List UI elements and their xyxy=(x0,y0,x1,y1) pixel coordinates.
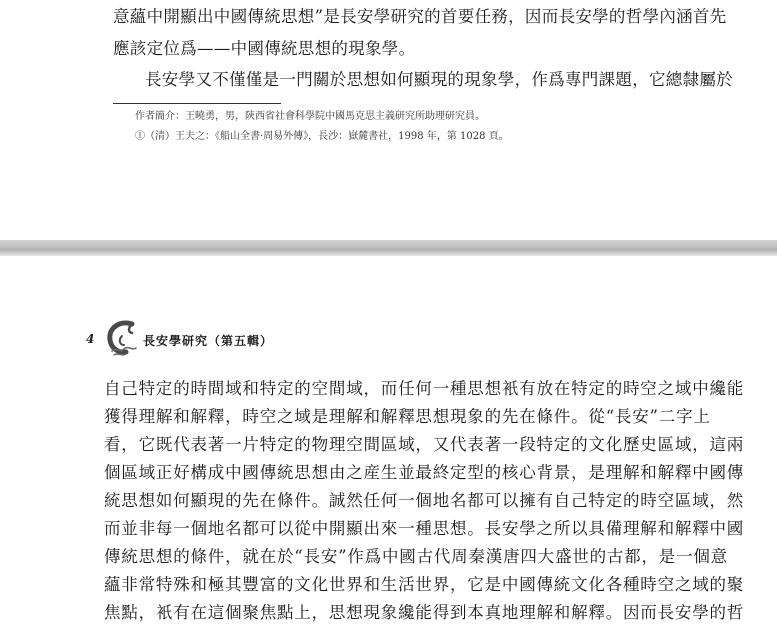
document-page-top xyxy=(0,0,777,240)
body-text-line: 個區域正好構成中國傳統思想由之産生並最終定型的核心背景，是理解和解釋中國傳 xyxy=(104,463,745,482)
body-text-line: 焦點，衹有在這個聚焦點上，思想現象纔能得到本真地理解和解釋。因而長安學的哲 xyxy=(104,603,745,622)
footnote-author-note: 作者簡介：王曉勇，男，陝西省社會科學院中國馬克思主義研究所助理研究員。 xyxy=(135,111,485,122)
body-text-line: 長安學又不僅僅是一門關於思想如何顯現的現象學，作爲專門課題，它總隸屬於 xyxy=(145,70,733,89)
journal-logo-icon xyxy=(102,318,146,358)
body-text-line: 而並非每一個地名都可以從中開顯出來一種思想。長安學之所以具備理解和解釋中國 xyxy=(104,519,745,538)
running-head xyxy=(80,318,380,358)
journal-title: 長安學研究（第五輯） xyxy=(143,334,274,348)
body-text-line: 獲得理解和解釋，時空之域是理解和解釋思想現象的先在條件。從“長安”二字上 xyxy=(104,407,711,426)
body-text-line: 自己特定的時間域和特定的空間域，而任何一種思想衹有放在特定的時空之域中纔能 xyxy=(104,379,745,398)
footnote-citation: ①（清）王夫之：《船山全書·周易外傳》，長沙：嶽麓書社，1998 年，第 1028 頁。 xyxy=(135,131,509,142)
body-text-line: 統思想如何顯現的先在條件。誠然任何一個地名都可以擁有自己特定的時空區域，然 xyxy=(104,491,745,510)
page-number: 4 xyxy=(86,332,95,346)
document-page-bottom xyxy=(0,256,777,629)
body-text-line: 應該定位爲——中國傳統思想的現象學。 xyxy=(113,39,416,58)
page-separator xyxy=(0,240,777,256)
body-text-line: 看，它既代表著一片特定的物理空間區域，又代表著一段特定的文化歷史區域，這兩 xyxy=(104,435,745,454)
footnote-divider xyxy=(113,103,281,104)
body-text-line: 蘊非常特殊和極其豐富的文化世界和生活世界，它是中國傳統文化各種時空之域的聚 xyxy=(104,575,745,594)
body-text-line: 意蘊中開顯出中國傳統思想”是長安學研究的首要任務，因而長安學的哲學內涵首先 xyxy=(113,7,727,26)
body-text-line: 傳統思想的條件，就在於“長安”作爲中國古代周秦漢唐四大盛世的古都，是一個意 xyxy=(104,547,728,566)
